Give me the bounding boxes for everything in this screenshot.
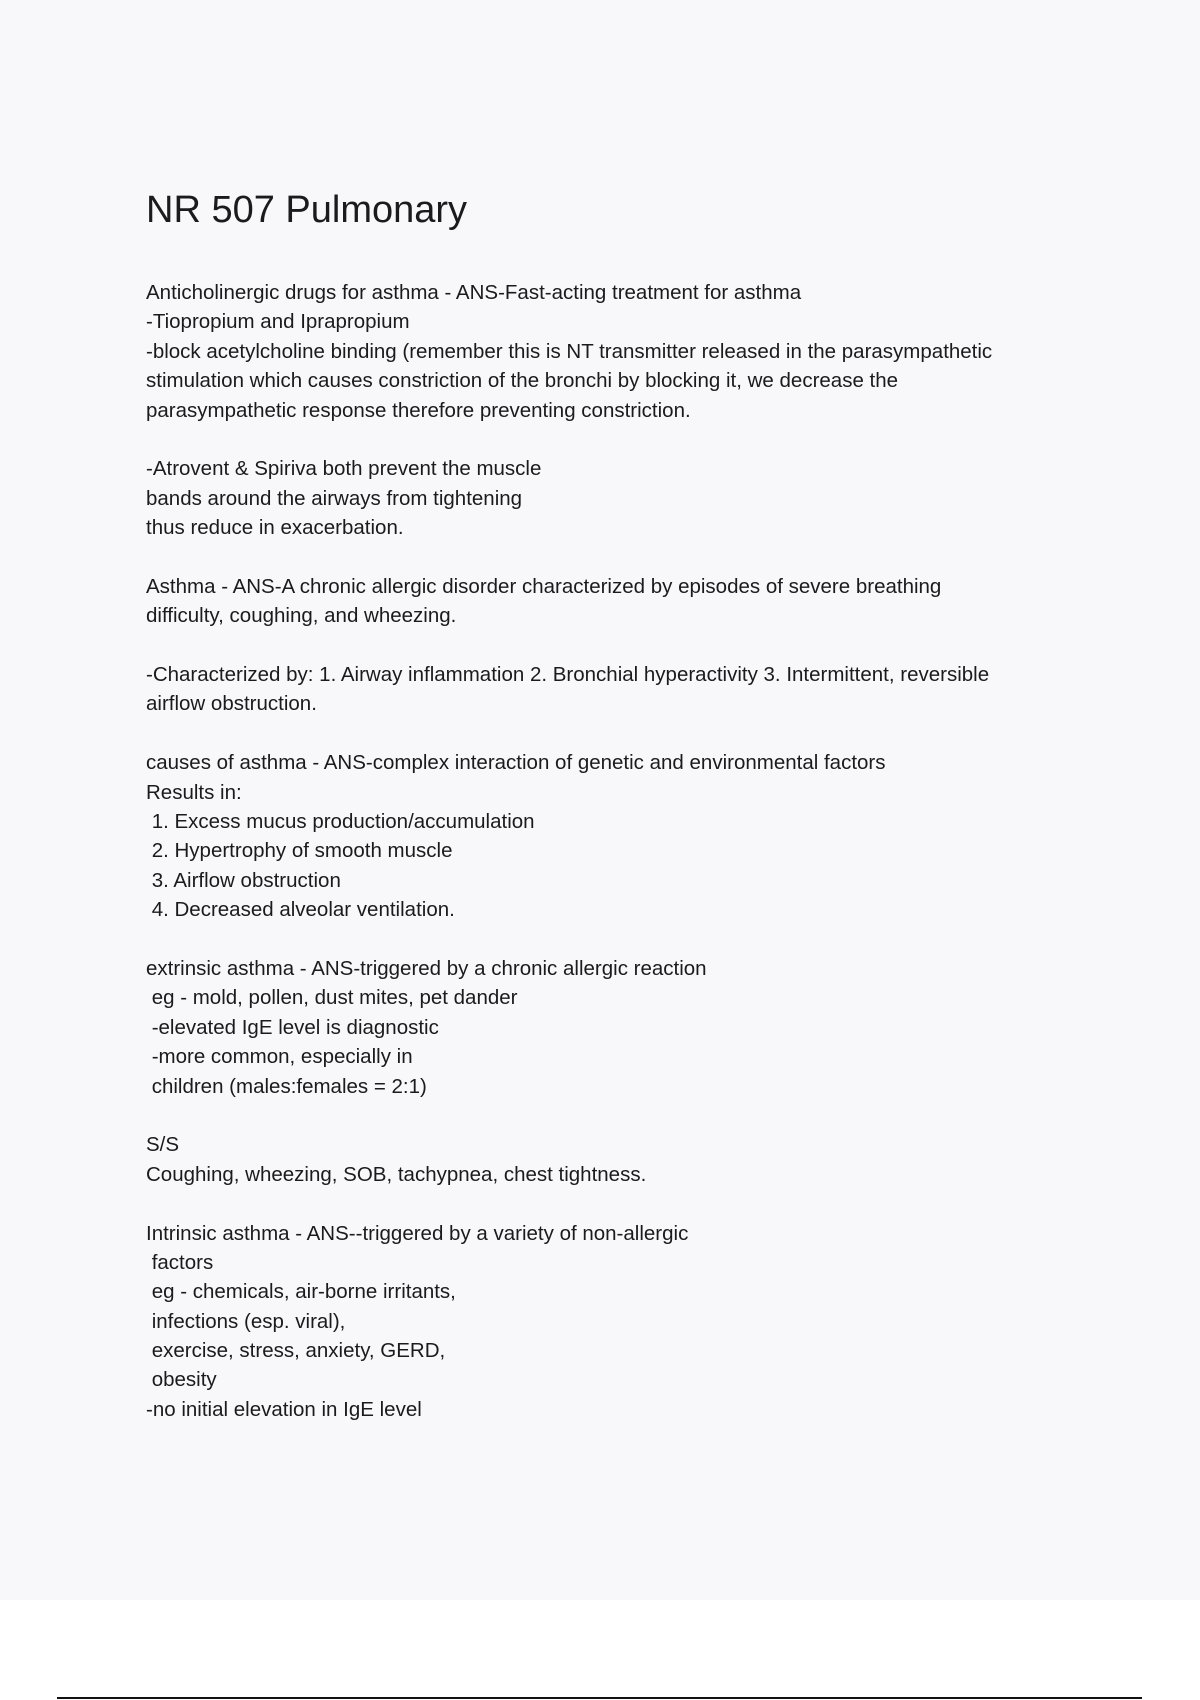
blank-line: [146, 1101, 1086, 1130]
text-line: extrinsic asthma - ANS-triggered by a chronic allergic reaction: [146, 956, 707, 980]
text-line: -Tiopropium and Iprapropium: [146, 310, 410, 334]
blank-line: [146, 543, 1086, 572]
section-intrinsic-asthma: [146, 1219, 1086, 1425]
text-line: thus reduce in exacerbation.: [146, 516, 404, 540]
section-asthma-characteristics: [146, 660, 1086, 719]
text-line: Asthma - ANS-A chronic allergic disorder characterized by episodes of severe breathing: [146, 574, 942, 598]
text-line: -more common, especially in: [146, 1045, 413, 1069]
blank-line: [146, 719, 1086, 748]
text-line: bands around the airways from tightening: [146, 486, 523, 510]
text-line: eg - chemicals, air-borne irritants,: [146, 1280, 456, 1304]
document-title: NR 507 Pulmonary: [146, 189, 468, 231]
text-line: -no initial elevation in IgE level: [146, 1397, 422, 1421]
text-line: 4. Decreased alveolar ventilation.: [146, 898, 455, 922]
section-atrovent-spiriva: [146, 454, 1086, 542]
document-content: [146, 184, 1086, 1424]
text-line: Intrinsic asthma - ANS--triggered by a variety of non-allergic: [146, 1221, 689, 1245]
text-line: obesity: [146, 1368, 217, 1392]
text-line: -Atrovent & Spiriva both prevent the muscle: [146, 457, 542, 481]
text-line: airflow obstruction.: [146, 692, 317, 716]
text-line: exercise, stress, anxiety, GERD,: [146, 1339, 446, 1363]
text-line: stimulation which causes constriction of the bronchi by blocking it, we decrease the: [146, 369, 899, 393]
blank-line: [146, 631, 1086, 660]
text-line: factors: [146, 1250, 214, 1274]
text-line: children (males:females = 2:1): [146, 1074, 427, 1098]
text-line: parasympathetic response therefore preventing constriction.: [146, 398, 691, 422]
text-line: infections (esp. viral),: [146, 1309, 346, 1333]
text-line: -block acetylcholine binding (remember this is NT transmitter released in the parasympathetic: [146, 339, 993, 363]
blank-line: [146, 1189, 1086, 1218]
section-causes-of-asthma: [146, 748, 1086, 924]
text-line: 3. Airflow obstruction: [146, 868, 341, 892]
text-line: 2. Hypertrophy of smooth muscle: [146, 839, 453, 863]
section-asthma-definition: [146, 572, 1086, 631]
section-extrinsic-asthma: [146, 954, 1086, 1101]
text-line: Coughing, wheezing, SOB, tachypnea, chest tightness.: [146, 1162, 647, 1186]
document-body: [146, 278, 1086, 1424]
text-line: difficulty, coughing, and wheezing.: [146, 604, 457, 628]
blank-line: [146, 925, 1086, 954]
blank-line: [146, 425, 1086, 454]
text-line: S/S: [146, 1133, 180, 1157]
text-line: eg - mold, pollen, dust mites, pet dander: [146, 986, 518, 1010]
text-line: -Characterized by: 1. Airway inflammation 2. Bronchial hyperactivity 3. Intermittent, reversible: [146, 663, 990, 687]
text-line: Results in:: [146, 780, 242, 804]
text-line: causes of asthma - ANS-complex interaction of genetic and environmental factors: [146, 751, 886, 775]
section-signs-symptoms: [146, 1130, 1086, 1189]
text-line: -elevated IgE level is diagnostic: [146, 1015, 439, 1039]
section-anticholinergic-drugs: [146, 278, 1086, 425]
text-line: Anticholinergic drugs for asthma - ANS-Fast-acting treatment for asthma: [146, 281, 802, 304]
page-bottom-rule: [57, 1697, 1142, 1699]
text-line: 1. Excess mucus production/accumulation: [146, 810, 535, 834]
